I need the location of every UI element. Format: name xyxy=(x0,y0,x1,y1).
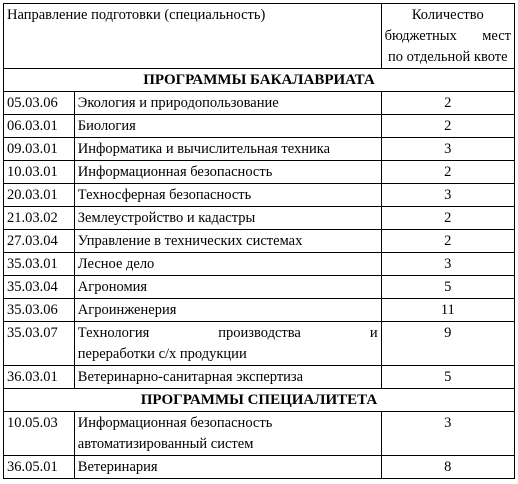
table-row xyxy=(4,207,515,230)
program-name: Агроинженерия xyxy=(74,299,381,322)
budget-count: 3 xyxy=(381,184,514,207)
count-header-line: Количество xyxy=(411,7,484,23)
program-name: Управление в технических системах xyxy=(74,230,381,253)
table-row xyxy=(4,276,515,299)
program-name-line: Технология производства и xyxy=(77,325,378,341)
section-heading-row xyxy=(4,389,515,412)
count-header xyxy=(381,4,514,69)
program-code: 06.03.01 xyxy=(4,115,75,138)
program-code: 27.03.04 xyxy=(4,230,75,253)
program-name-line: переработки с/х продукции xyxy=(77,346,247,362)
program-name-line: автоматизированный систем xyxy=(77,436,254,452)
section-heading-specialist: ПРОГРАММЫ СПЕЦИАЛИТЕТА xyxy=(4,389,515,412)
header-row xyxy=(4,4,515,69)
budget-count: 2 xyxy=(381,230,514,253)
program-code: 36.03.01 xyxy=(4,366,75,389)
section-heading-bachelor: ПРОГРАММЫ БАКАЛАВРИАТА xyxy=(4,69,515,92)
program-code: 10.05.03 xyxy=(4,412,75,456)
count-header-line: по отдельной квоте xyxy=(388,49,508,65)
program-name: Ветеринария xyxy=(74,456,381,479)
table-row xyxy=(4,456,515,479)
program-code: 36.05.01 xyxy=(4,456,75,479)
table-row xyxy=(4,184,515,207)
program-name: Землеустройство и кадастры xyxy=(74,207,381,230)
table-row xyxy=(4,366,515,389)
budget-count: 9 xyxy=(381,322,514,366)
budget-count: 5 xyxy=(381,366,514,389)
table-row xyxy=(4,322,515,366)
budget-count: 2 xyxy=(381,92,514,115)
section-heading-row xyxy=(4,69,515,92)
budget-count: 2 xyxy=(381,115,514,138)
table-row xyxy=(4,299,515,322)
program-name: Техносферная безопасность xyxy=(74,184,381,207)
program-name xyxy=(74,322,381,366)
budget-count: 2 xyxy=(381,207,514,230)
program-name: Агрономия xyxy=(74,276,381,299)
program-code: 35.03.04 xyxy=(4,276,75,299)
budget-count: 2 xyxy=(381,161,514,184)
program-code: 05.03.06 xyxy=(4,92,75,115)
program-name: Лесное дело xyxy=(74,253,381,276)
program-name: Экология и природопользование xyxy=(74,92,381,115)
table-row xyxy=(4,115,515,138)
program-code: 09.03.01 xyxy=(4,138,75,161)
program-code: 20.03.01 xyxy=(4,184,75,207)
count-header-line: бюджетных мест xyxy=(384,28,511,44)
table-row xyxy=(4,161,515,184)
program-code: 35.03.01 xyxy=(4,253,75,276)
program-name: Биология xyxy=(74,115,381,138)
table-row xyxy=(4,92,515,115)
program-code: 10.03.01 xyxy=(4,161,75,184)
table-row xyxy=(4,412,515,456)
program-name xyxy=(74,412,381,456)
program-name: Информационная безопасность xyxy=(74,161,381,184)
table-row xyxy=(4,230,515,253)
budget-count: 3 xyxy=(381,138,514,161)
table-row xyxy=(4,138,515,161)
program-code: 21.03.02 xyxy=(4,207,75,230)
program-name: Информатика и вычислительная техника xyxy=(74,138,381,161)
program-name-line: Информационная безопасность xyxy=(77,415,273,431)
quota-table xyxy=(3,3,515,479)
table-row xyxy=(4,253,515,276)
program-name: Ветеринарно-санитарная экспертиза xyxy=(74,366,381,389)
direction-header: Направление подготовки (специальность) xyxy=(4,4,382,69)
program-code: 35.03.07 xyxy=(4,322,75,366)
budget-count: 3 xyxy=(381,253,514,276)
budget-count: 5 xyxy=(381,276,514,299)
program-code: 35.03.06 xyxy=(4,299,75,322)
budget-count: 3 xyxy=(381,412,514,456)
budget-count: 8 xyxy=(381,456,514,479)
budget-count: 11 xyxy=(381,299,514,322)
